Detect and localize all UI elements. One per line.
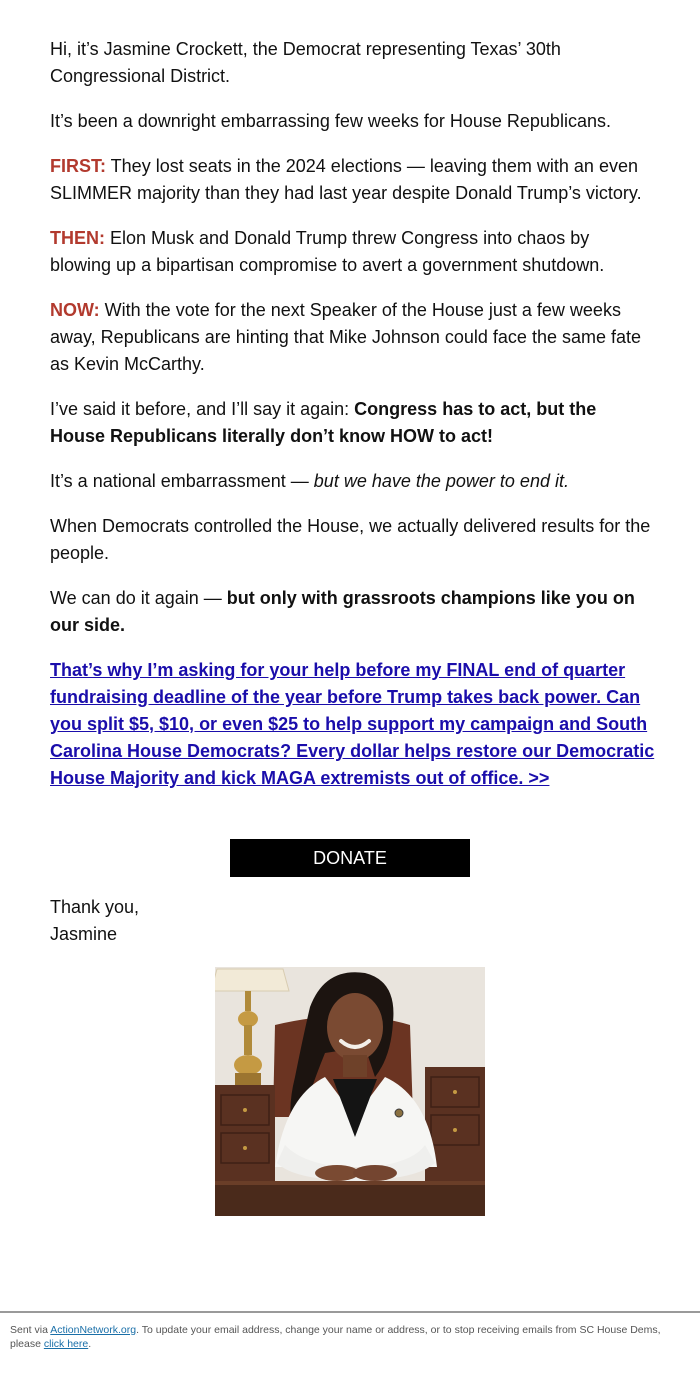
embarrass-plain: It’s a national embarrassment — [50,471,314,491]
portrait-photo [215,967,485,1216]
then-text: Elon Musk and Donald Trump threw Congress into chaos by blowing up a bipartisan compromise to avert a government shutdown. [50,228,605,275]
footer-end-text: . [88,1338,92,1350]
first-label: FIRST: [50,156,106,176]
again-bold: but only with grassroots champions like you on our side. [50,588,635,635]
first-paragraph [50,153,655,207]
footer-sent-via: Sent via [10,1324,51,1336]
now-label: NOW: [50,300,100,320]
embarrassing-paragraph: It’s been a downright embarrassing few weeks for House Republicans. [50,111,611,131]
donate-button[interactable]: DONATE [230,839,470,877]
then-paragraph [50,225,655,279]
cta-paragraph [50,657,655,792]
donation-appeal-link[interactable]: That’s why I’m asking for your help before my FINAL end of quarter fundraising deadline of the year before Trump takes back power. Can you split $5, $10, or even $25 to help support my campaign and South Carolina House Democrats? Every dollar helps restore our Democratic House Majority and kick MAGA extremists out of office. >> [50,660,655,788]
said-paragraph [50,396,655,450]
embarrass-italic: but we have the power to end it. [313,471,569,491]
democrats-paragraph: When Democrats controlled the House, we actually delivered results for the people. [50,516,651,563]
said-bold: Congress has to act, but the House Republicans literally don’t know HOW to act! [50,399,597,446]
email-footer [0,1311,700,1351]
intro-paragraph: Hi, it’s Jasmine Crockett, the Democrat representing Texas’ 30th Congressional District. [50,39,561,86]
again-paragraph [50,585,655,639]
signoff-name: Jasmine [50,924,118,944]
email-body [50,36,655,810]
signoff [50,894,139,948]
action-network-link[interactable]: ActionNetwork.org [50,1324,137,1336]
unsubscribe-link[interactable]: click here [43,1338,89,1350]
signoff-thanks: Thank you, [50,897,140,917]
donate-button-row [0,839,700,877]
now-paragraph [50,297,655,378]
again-plain: We can do it again — [50,588,227,608]
then-label: THEN: [50,228,105,248]
first-text: They lost seats in the 2024 elections — leaving them with an even SLIMMER majority than they had last year despite Donald Trump’s victory. [50,156,642,203]
footer-middle-text: . To update your email address, change your name or address, or to stop receiving emails from SC House Dems, please [10,1324,661,1350]
said-plain: I’ve said it before, and I’ll say it again: [50,399,355,419]
embarrassment-paragraph [50,468,655,495]
now-text: With the vote for the next Speaker of the House just a few weeks away, Republicans are hinting that Mike Johnson could face the same fate as Kevin McCarthy. [50,300,642,374]
